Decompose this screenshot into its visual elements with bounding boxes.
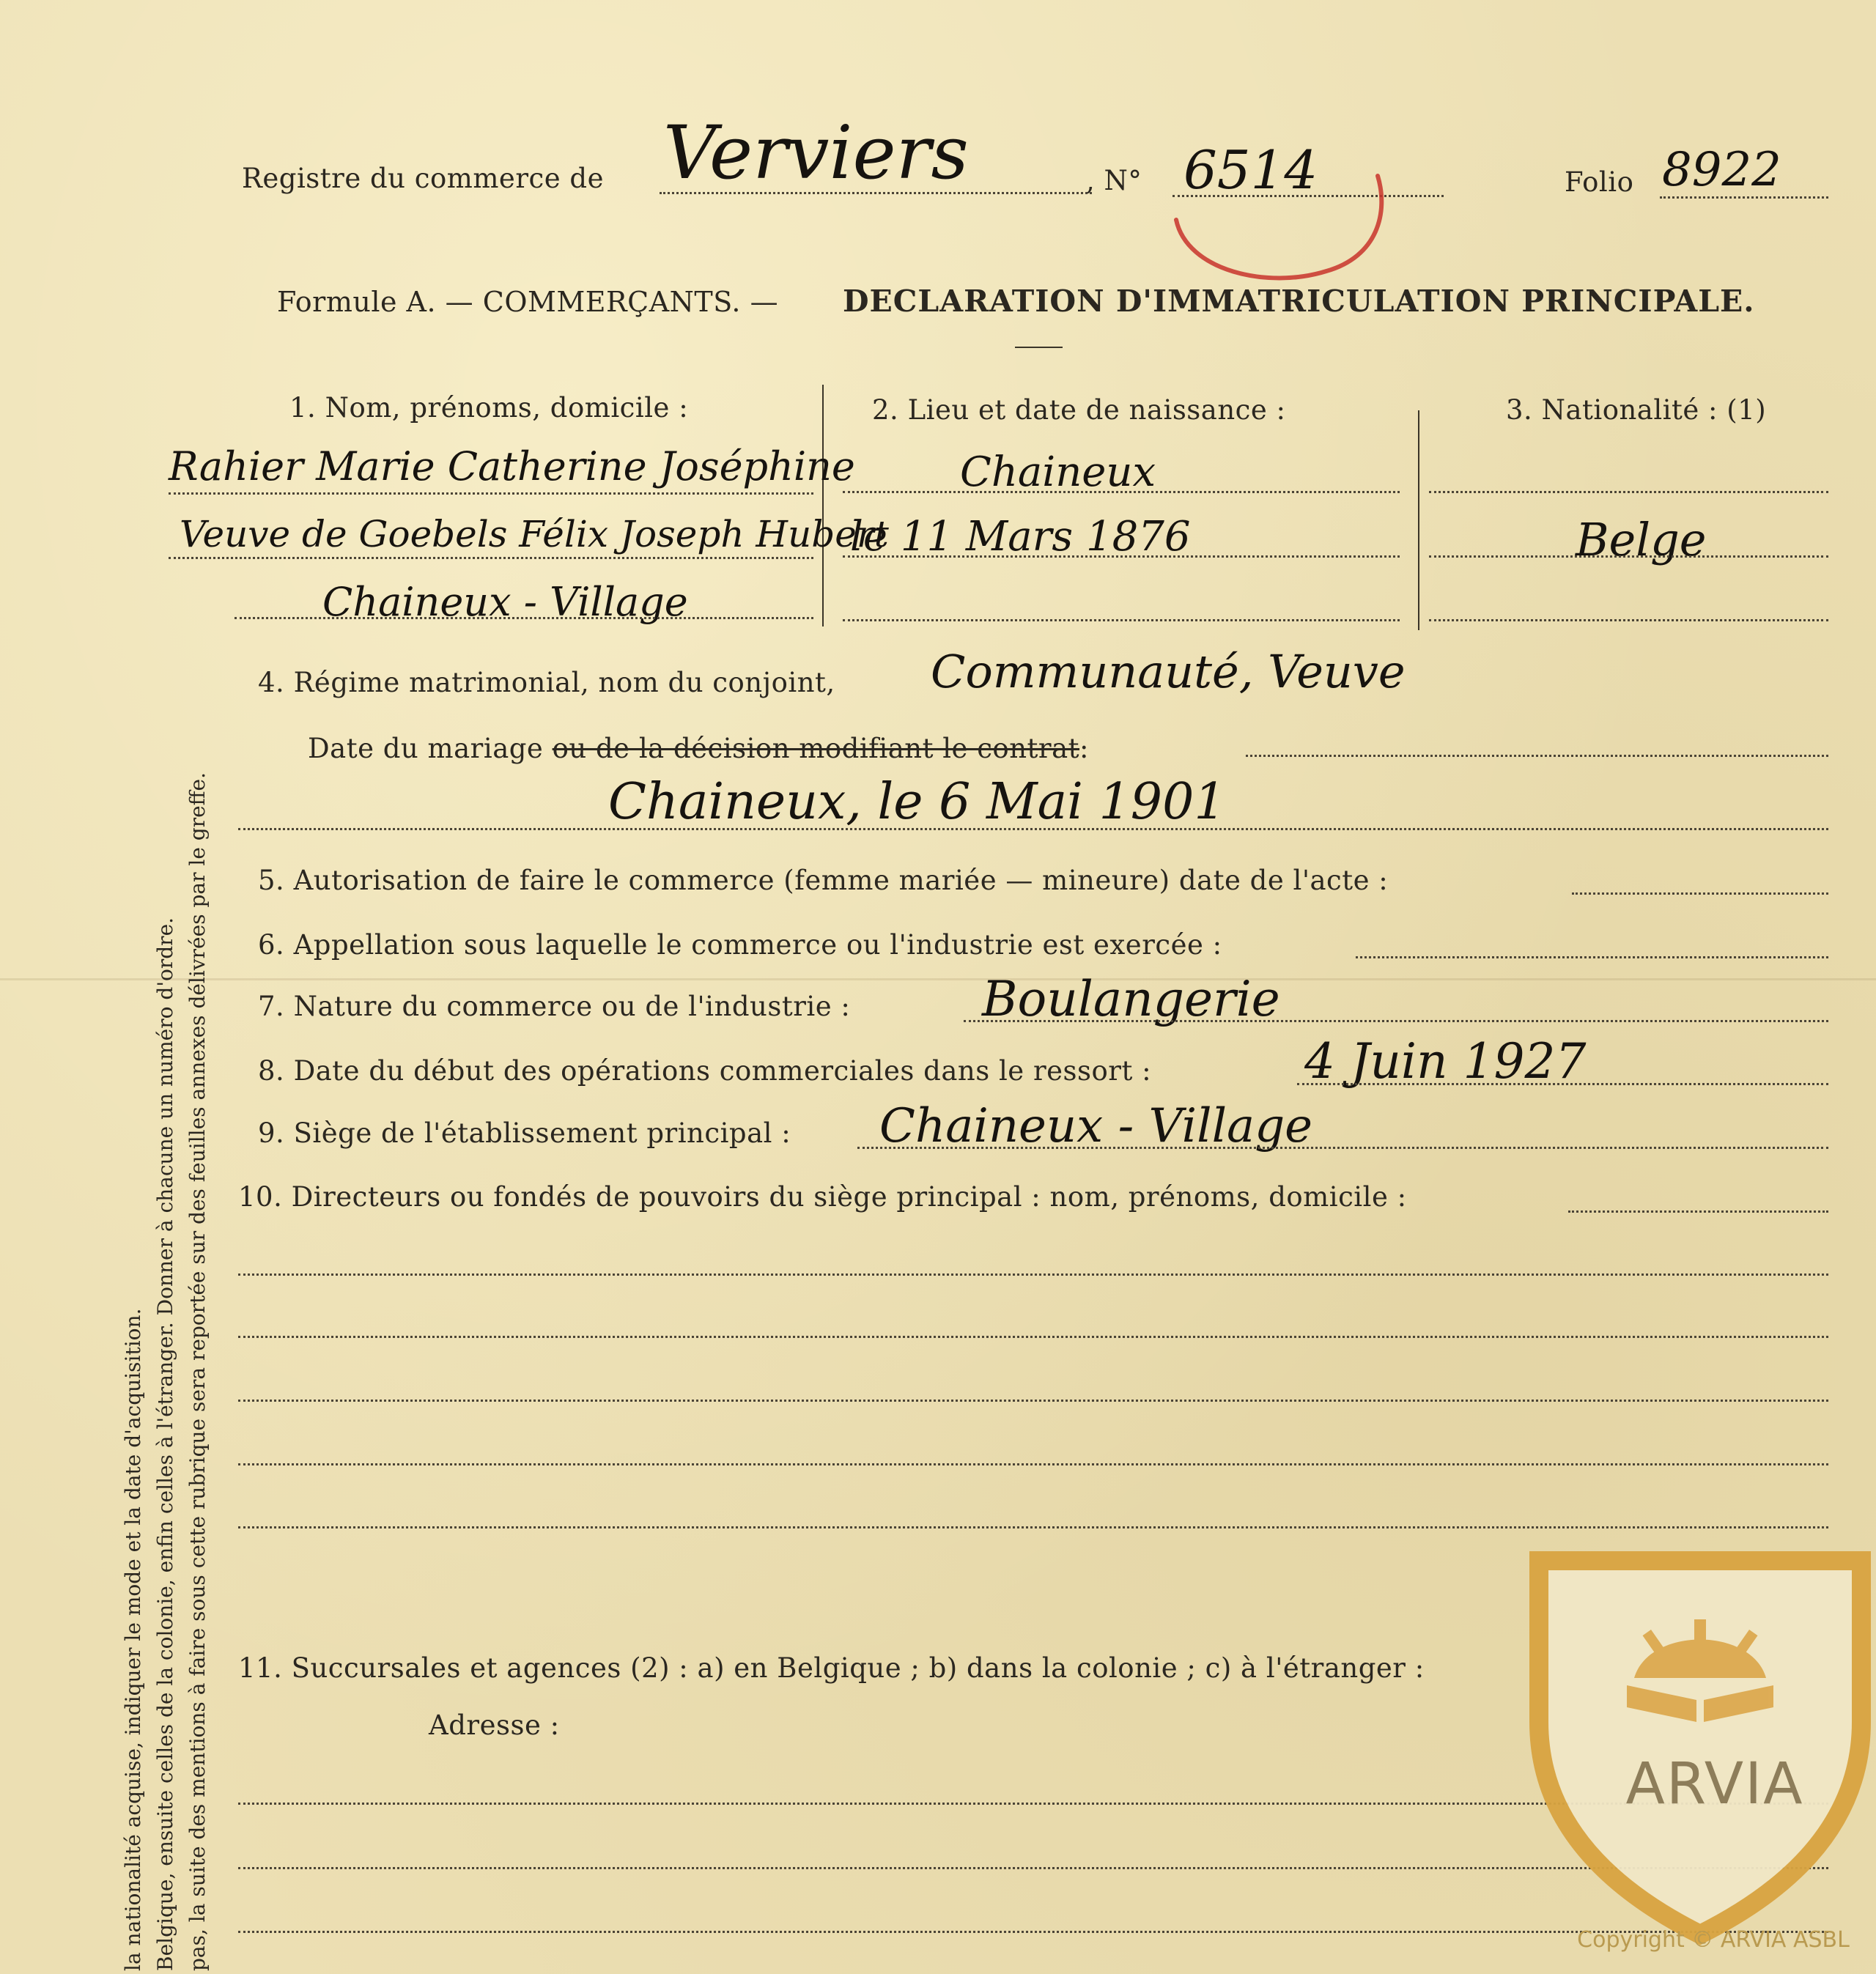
field-4b-label-start: Date du mariage (308, 733, 544, 764)
title-rule (1015, 347, 1063, 348)
field-2-dotline-1 (843, 491, 1400, 493)
folio-line (1660, 196, 1828, 199)
formule-label: Formule A. — COMMERÇANTS. — (277, 286, 779, 318)
field-7-value: Boulangerie (982, 971, 1280, 1027)
registry-city-handwritten: Verviers (663, 110, 969, 196)
field-4b-dotline (1246, 755, 1828, 757)
field-3-dotline-1 (1429, 491, 1828, 493)
field-8-value: 4 Juin 1927 (1304, 1033, 1587, 1090)
field-10-dotline-3 (238, 1400, 1828, 1402)
sidebar-note-3: pas, la suite des mentions à faire sous cette rubrique sera reportée sur des feuilles annexes délivrées par le greffe. (185, 772, 210, 1971)
sidebar-note-2: Belgique, ensuite celles de la colonie, enfin celles à l'étranger. Donner à chacune un numéro d'ordre. (153, 917, 177, 1971)
field-1-line-1: Rahier Marie Catherine Joséphine (169, 443, 855, 489)
red-pencil-circle (1165, 161, 1400, 293)
field-10-dotline-1 (238, 1274, 1828, 1276)
field-6-label: 6. Appellation sous laquelle le commerce ou l'industrie est exercée : (258, 929, 1222, 961)
column-divider-1 (822, 385, 824, 626)
field-10-dotline-5 (238, 1526, 1828, 1528)
field-1-dotline-1 (169, 492, 813, 495)
field-1-line-2: Veuve de Goebels Félix Joseph Hubert (180, 513, 889, 555)
copyright-watermark: Copyright © ARVIA ASBL (1577, 1927, 1850, 1953)
field-11-label: 11. Succursales et agences (2) : a) en Belgique ; b) dans la colonie ; c) à l'étranger : (238, 1652, 1425, 1684)
field-1-label: 1. Nom, prénoms, domicile : (289, 392, 689, 424)
field-7-label: 7. Nature du commerce ou de l'industrie : (258, 991, 851, 1022)
column-divider-2 (1418, 410, 1419, 630)
field-1-line-3: Chaineux - Village (322, 579, 688, 625)
field-8-label: 8. Date du début des opérations commerciales dans le ressort : (258, 1055, 1152, 1087)
field-2-dotline-2 (843, 555, 1400, 558)
field-5-dotline (1572, 892, 1828, 895)
field-4b-label-end: : (1079, 733, 1089, 764)
field-4b-label-struck: ou de la décision modifiant le contrat (552, 733, 1080, 764)
field-8-dotline (1297, 1083, 1828, 1085)
field-3-nationality: Belge (1576, 513, 1707, 566)
field-4b-label (308, 733, 1089, 764)
sidebar-notes (117, 772, 214, 1971)
field-6-dotline (1356, 956, 1828, 958)
field-11-address-label: Adresse : (429, 1709, 560, 1741)
field-7-dotline (964, 1020, 1828, 1022)
field-2-date: le 11 Mars 1876 (850, 513, 1191, 561)
number-label: , N° (1086, 165, 1142, 196)
field-10-dotline-0 (1568, 1210, 1828, 1213)
arvia-logo-text: ARVIA (1625, 1751, 1804, 1817)
field-10-label: 10. Directeurs ou fondés de pouvoirs du siège principal : nom, prénoms, domicile : (238, 1181, 1407, 1213)
field-2-place: Chaineux (960, 448, 1156, 496)
field-5-label: 5. Autorisation de faire le commerce (femme mariée — mineure) date de l'acte : (258, 865, 1389, 896)
field-4b-value: Chaineux, le 6 Mai 1901 (608, 773, 1226, 831)
number-handwritten: 6514 (1183, 139, 1318, 201)
registry-label: Registre du commerce de (242, 163, 604, 194)
paper-fold-line (0, 978, 1876, 980)
folio-handwritten: 8922 (1662, 143, 1781, 197)
field-3-dotline-2 (1429, 555, 1828, 558)
field-2-dotline-3 (843, 619, 1400, 621)
field-9-label: 9. Siège de l'établissement principal : (258, 1117, 791, 1149)
field-3-dotline-3 (1429, 619, 1828, 621)
field-9-value: Chaineux - Village (879, 1099, 1313, 1153)
field-1-dotline-2 (169, 557, 813, 559)
field-1-dotline-3 (234, 617, 813, 619)
field-4b-value-line (238, 828, 1828, 830)
field-10-dotline-4 (238, 1463, 1828, 1465)
field-4-value: Communauté, Veuve (931, 645, 1406, 698)
field-9-dotline (857, 1147, 1828, 1149)
arvia-shield-logo (1524, 1539, 1876, 1949)
sidebar-note-1: la nationalité acquise, indiquer le mode et la date d'acquisition. (121, 1308, 145, 1971)
field-10-dotline-2 (238, 1336, 1828, 1338)
field-4-label: 4. Régime matrimonial, nom du conjoint, (258, 667, 835, 698)
folio-label: Folio (1565, 166, 1634, 198)
registry-city-line (660, 192, 1092, 194)
field-3-label: 3. Nationalité : (1) (1506, 394, 1767, 426)
declaration-title: DECLARATION D'IMMATRICULATION PRINCIPALE. (843, 284, 1755, 319)
field-2-label: 2. Lieu et date de naissance : (872, 394, 1286, 426)
